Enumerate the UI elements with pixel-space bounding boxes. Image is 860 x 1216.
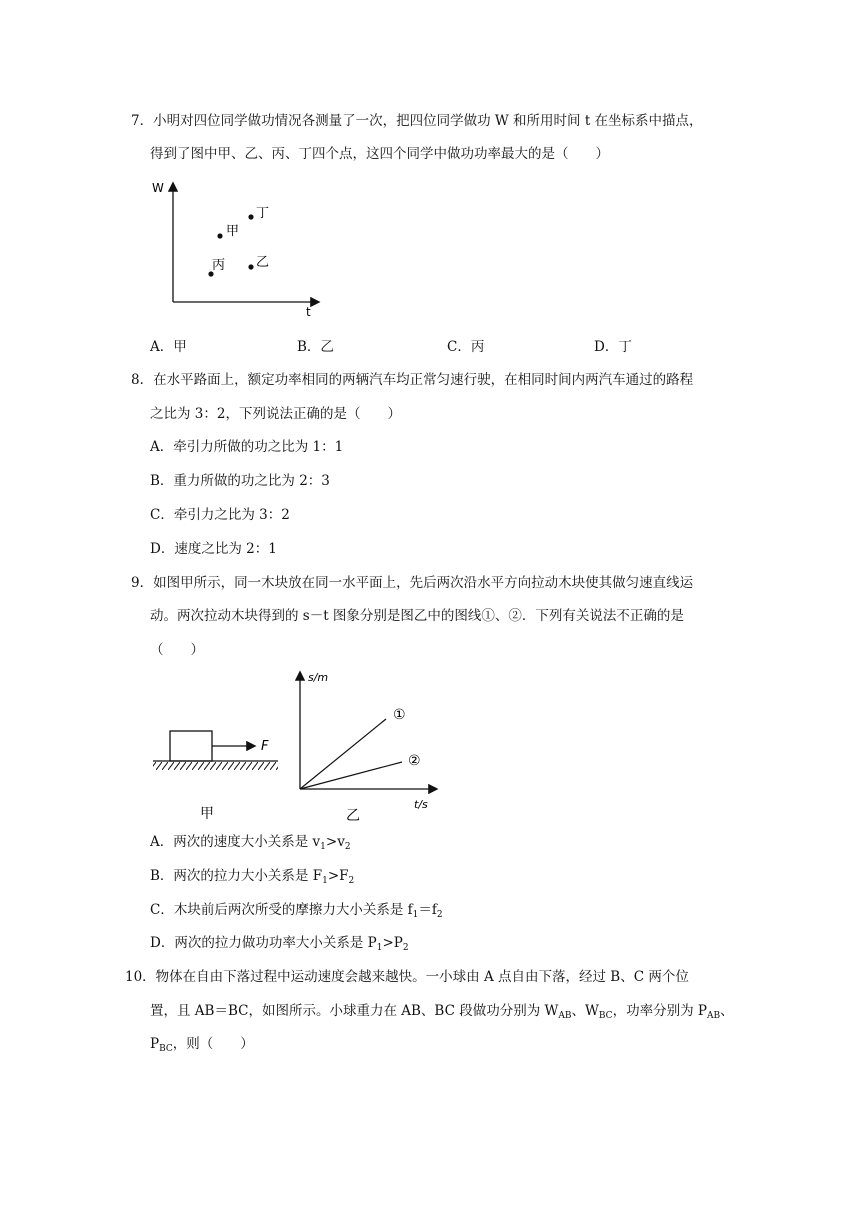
option-text: ＝f — [418, 902, 437, 918]
q9-ground-hatch — [153, 762, 278, 770]
subscript: 2 — [436, 910, 443, 920]
q9-stem-line2: 动。两次拉动木块得到的 s－t 图象分别是图乙中的图线①、②．下列有关说法不正确的是 — [150, 608, 684, 624]
stem-text: 置，且 AB＝BC，如图所示。小球重力在 AB、BC 段做功分别为 W — [150, 1003, 559, 1019]
q9-wood-block — [170, 731, 212, 761]
q8-option-b[interactable]: B．重力所做的功之比为 2：3 — [150, 473, 330, 489]
q10-stem-line1: 10．物体在自由下落过程中运动速度会越来越快。一小球由 A 点自由下落，经过 B、C 两个位 — [125, 969, 689, 985]
option-text: D．两次的拉力做功功率大小关系是 P — [150, 935, 377, 951]
q9-caption-yi: 乙 — [346, 808, 360, 824]
q10-stem-line2 — [150, 1002, 734, 1025]
stem-text: 、W — [571, 1003, 599, 1019]
subscript: AB — [706, 1011, 721, 1021]
q9-stem-line1: 9．如图甲所示，同一木块放在同一水平面上，先后两次沿水平方向拉动木块使其做匀速直线运 — [131, 575, 694, 591]
q7-option-b[interactable]: B．乙 — [297, 339, 334, 355]
q9-graph-line-2 — [300, 762, 402, 789]
option-text: >F — [327, 868, 349, 884]
q7-label-bing: 丙 — [212, 258, 226, 273]
subscript: AB — [558, 1011, 572, 1021]
q7-point-ding — [248, 214, 253, 219]
q7-option-c[interactable]: C．丙 — [447, 339, 485, 355]
subscript: 1 — [376, 943, 383, 953]
q9-caption-jia: 甲 — [200, 806, 214, 822]
option-text: C．木块前后两次所受的摩擦力大小关系是 f — [150, 902, 413, 918]
q8-option-d[interactable]: D．速度之比为 2：1 — [150, 541, 277, 557]
q9-option-c[interactable] — [150, 901, 443, 924]
q7-point-yi — [248, 264, 253, 269]
q7-stem-line1: 7．小明对四位同学做功情况各测量了一次，把四位同学做功 W 和所用时间 t 在坐标系中描点， — [131, 113, 703, 129]
q7-y-label: W — [152, 181, 164, 195]
q9-y-label: s/m — [308, 671, 329, 684]
q9-stem-line3: （ ） — [150, 642, 204, 658]
q9-line1-label: ① — [393, 707, 406, 723]
q9-figure-yi-st-graph — [290, 668, 450, 828]
q7-option-a[interactable]: A．甲 — [150, 339, 187, 355]
q9-line2-label: ② — [408, 753, 421, 769]
q9-option-d[interactable] — [150, 934, 409, 957]
q7-point-jia — [217, 233, 222, 238]
q7-label-ding: 丁 — [256, 206, 270, 221]
subscript: BC — [598, 1011, 613, 1021]
stem-text: ，则（ ） — [172, 1036, 254, 1052]
stem-text: P — [150, 1036, 160, 1052]
q7-label-yi: 乙 — [256, 255, 270, 270]
q7-label-jia: 甲 — [226, 224, 240, 239]
subscript: 2 — [344, 842, 351, 852]
q9-force-label: F — [261, 739, 269, 754]
q9-x-label: t/s — [414, 798, 428, 811]
option-text: A．两次的速度大小关系是 v — [150, 834, 321, 850]
q8-option-c[interactable]: C．牵引力之比为 3：2 — [150, 507, 290, 523]
q8-stem-line2: 之比为 3：2，下列说法正确的是（ ） — [150, 406, 401, 422]
subscript: 1 — [322, 876, 328, 886]
q9-option-b[interactable] — [150, 867, 354, 890]
subscript: 2 — [348, 876, 355, 886]
stem-text: ，功率分别为 P — [612, 1003, 707, 1019]
option-text: >P — [382, 935, 403, 951]
option-text: B．两次的拉力大小关系是 F — [150, 868, 323, 884]
q10-stem-line3 — [150, 1035, 254, 1058]
q7-wt-graph — [150, 178, 330, 318]
option-text: >v — [325, 834, 345, 850]
subscript: 2 — [402, 943, 409, 953]
q7-x-label: t — [306, 305, 311, 318]
q8-option-a[interactable]: A．牵引力所做的功之比为 1：1 — [150, 439, 344, 455]
q9-option-a[interactable] — [150, 833, 351, 856]
q7-option-d[interactable]: D．丁 — [594, 339, 632, 355]
q9-figure-jia — [150, 722, 290, 822]
subscript: 1 — [412, 910, 419, 920]
stem-text: 、 — [720, 1003, 734, 1019]
q7-stem-line2: 得到了图中甲、乙、丙、丁四个点，这四个同学中做功功率最大的是（ ） — [150, 146, 609, 162]
subscript: BC — [159, 1044, 173, 1054]
subscript: 1 — [320, 842, 326, 852]
q8-stem-line1: 8．在水平路面上，额定功率相同的两辆汽车均正常匀速行驶，在相同时间内两汽车通过的路程 — [131, 372, 694, 388]
q9-graph-line-1 — [300, 719, 386, 789]
